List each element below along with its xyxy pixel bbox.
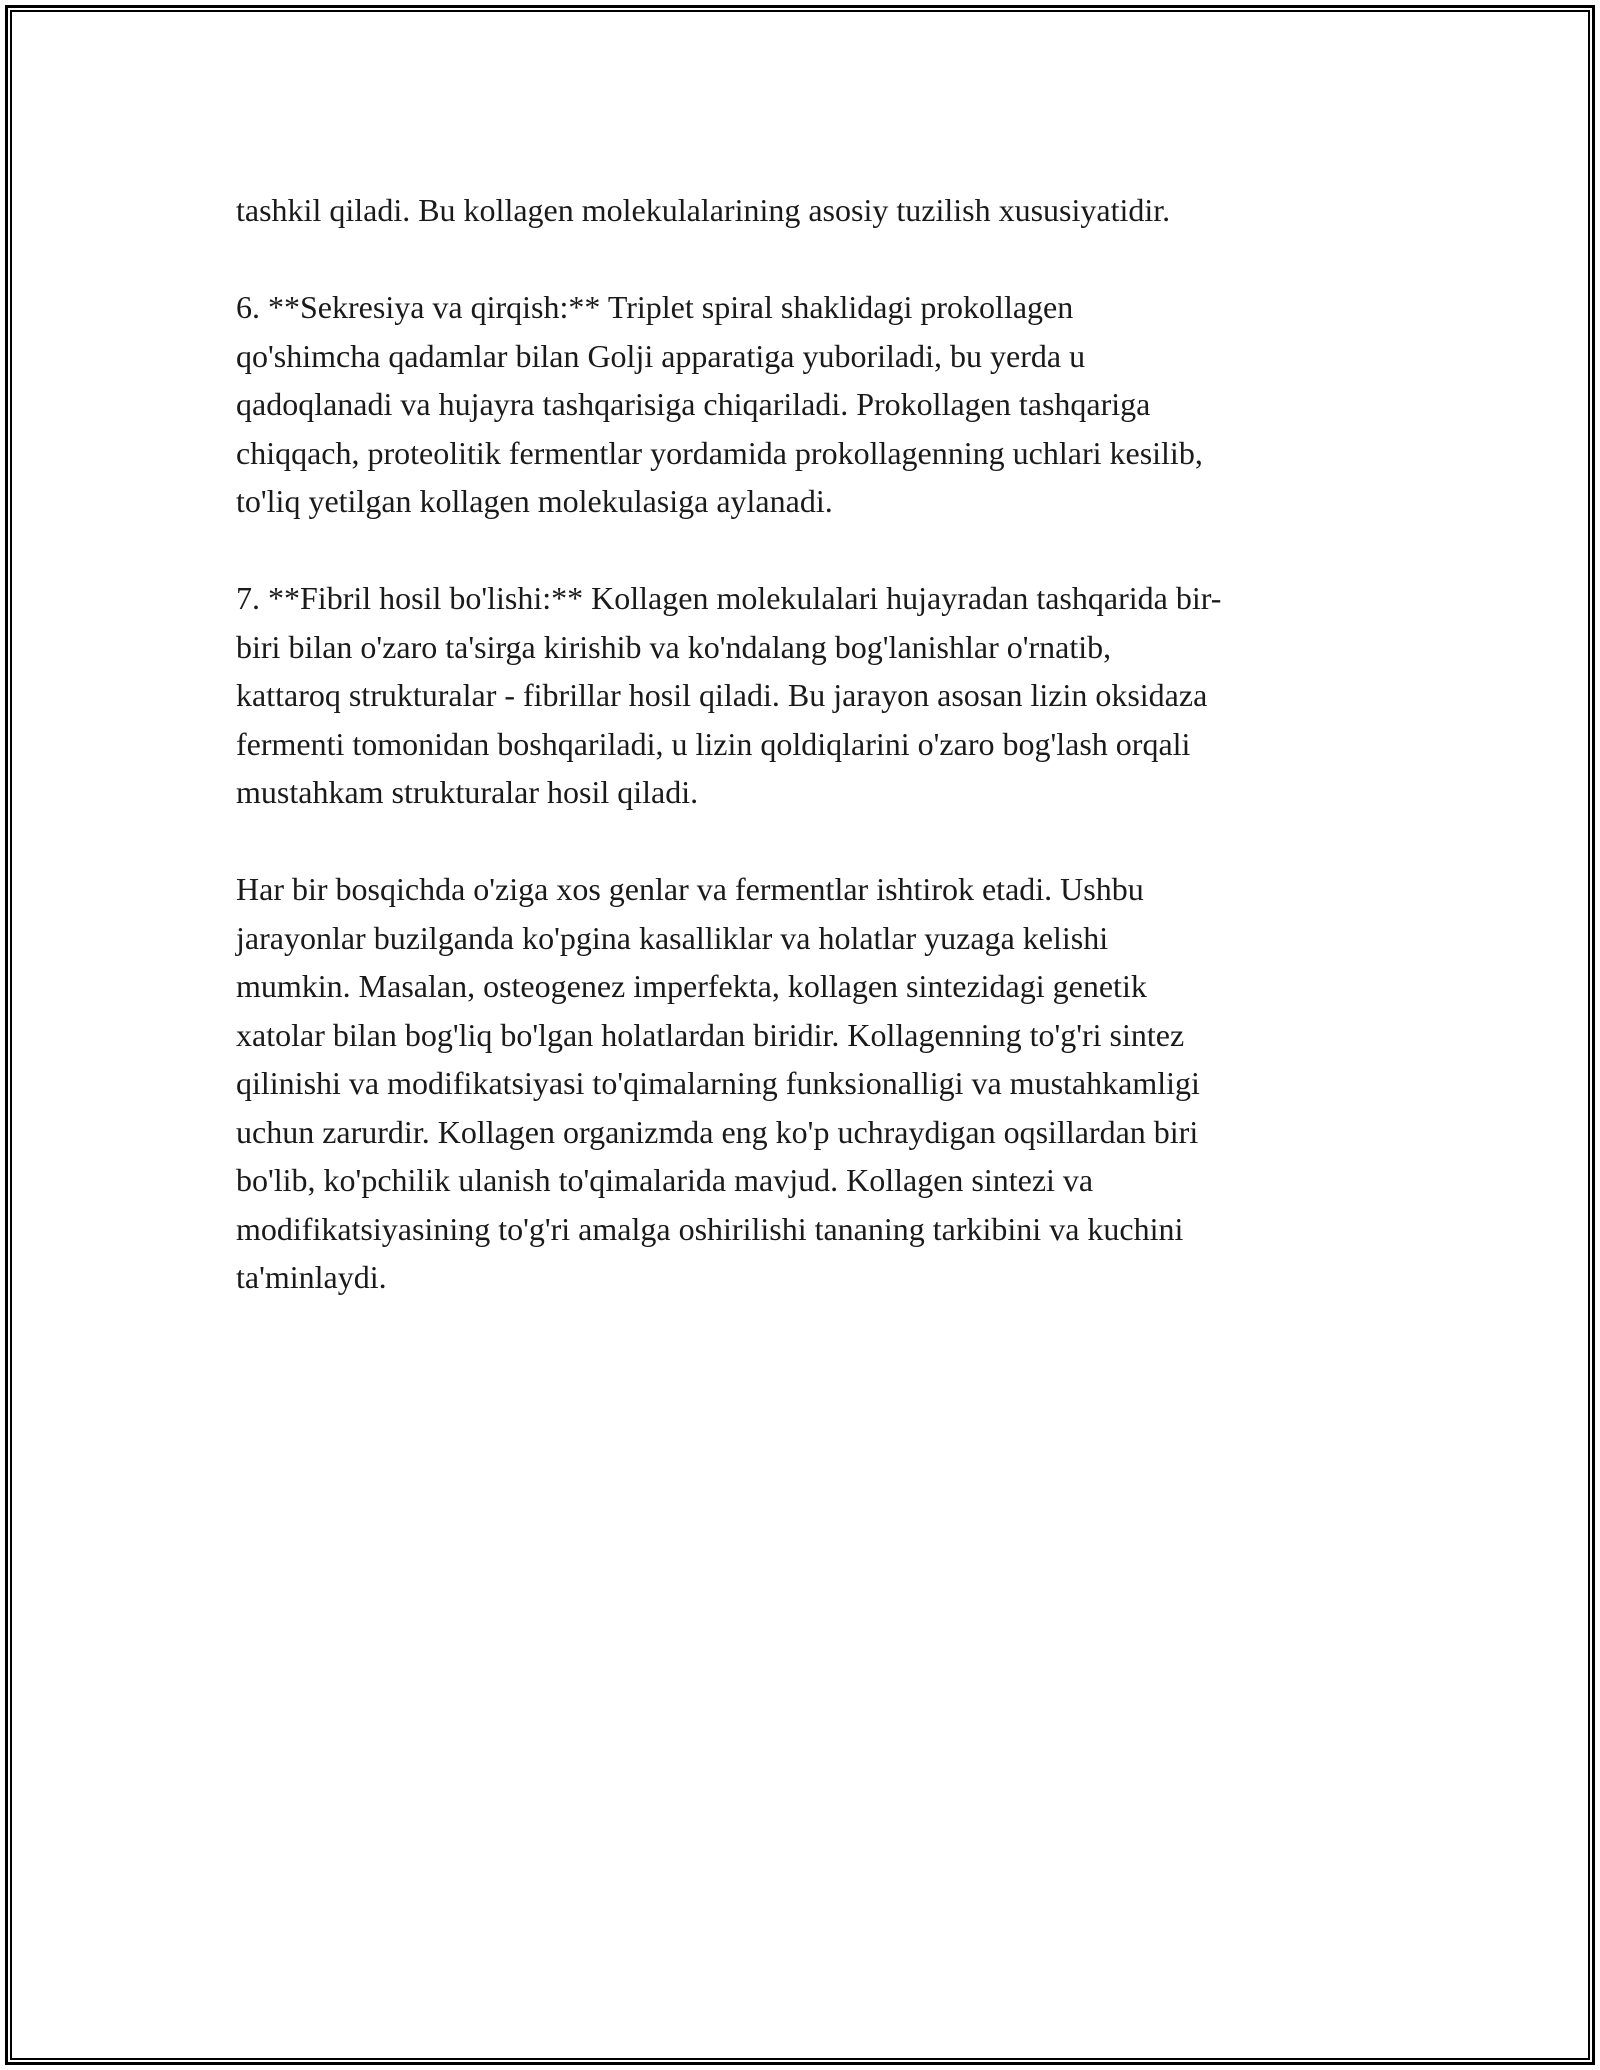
document-body bbox=[236, 186, 1376, 1350]
paragraph-continuation: tashkil qiladi. Bu kollagen molekulalarining asosiy tuzilish xususiyatidir. bbox=[236, 192, 1171, 228]
paragraph-conclusion: Har bir bosqichda o'ziga xos genlar va fermentlar ishtirok etadi. Ushbu jarayonlar buzilganda ko'pgina kasalliklar va holatlar yuzaga kelishi mumkin. Masalan, osteogenez imperfekta, kollagen sintezidagi genetik xatolar bilan bog'liq bo'lgan holatlardan biridir. Kollagenning to'g'ri sintez qilinishi va modifikatsiyasi to'qimalarning funksionalligi va mustahkamligi uchun zarurdir. Kollagen organizmda eng ko'p uchraydigan oqsillardan biri bo'lib, ko'pchilik ulanish to'qimalarida mavjud. Kollagen sintezi va modifikatsiyasining to'g'ri amalga oshirilishi tananing tarkibini va kuchini ta'minlaydi. bbox=[236, 871, 1200, 1295]
paragraph-step-7-fibril: 7. **Fibril hosil bo'lishi:** Kollagen molekulalari hujayradan tashqarida bir- biri bilan o'zaro ta'sirga kirishib va ko'ndalang bog'lanishlar o'rnatib, kattaroq strukturalar - fibrillar hosil qiladi. Bu jarayon asosan lizin oksidaza fermenti tomonidan boshqariladi, u lizin qoldiqlarini o'zaro bog'lash orqali mustahkam strukturalar hosil qiladi. bbox=[236, 580, 1222, 810]
paragraph-step-6-secretion: 6. **Sekresiya va qirqish:** Triplet spiral shaklidagi prokollagen qo'shimcha qadamlar bilan Golji apparatiga yuboriladi, bu yerda u qadoqlanadi va hujayra tashqarisiga chiqariladi. Prokollagen tashqariga chiqqach, proteolitik fermentlar yordamida prokollagenning uchlari kesilib, to'liq yetilgan kollagen molekulasiga aylanadi. bbox=[236, 289, 1203, 519]
